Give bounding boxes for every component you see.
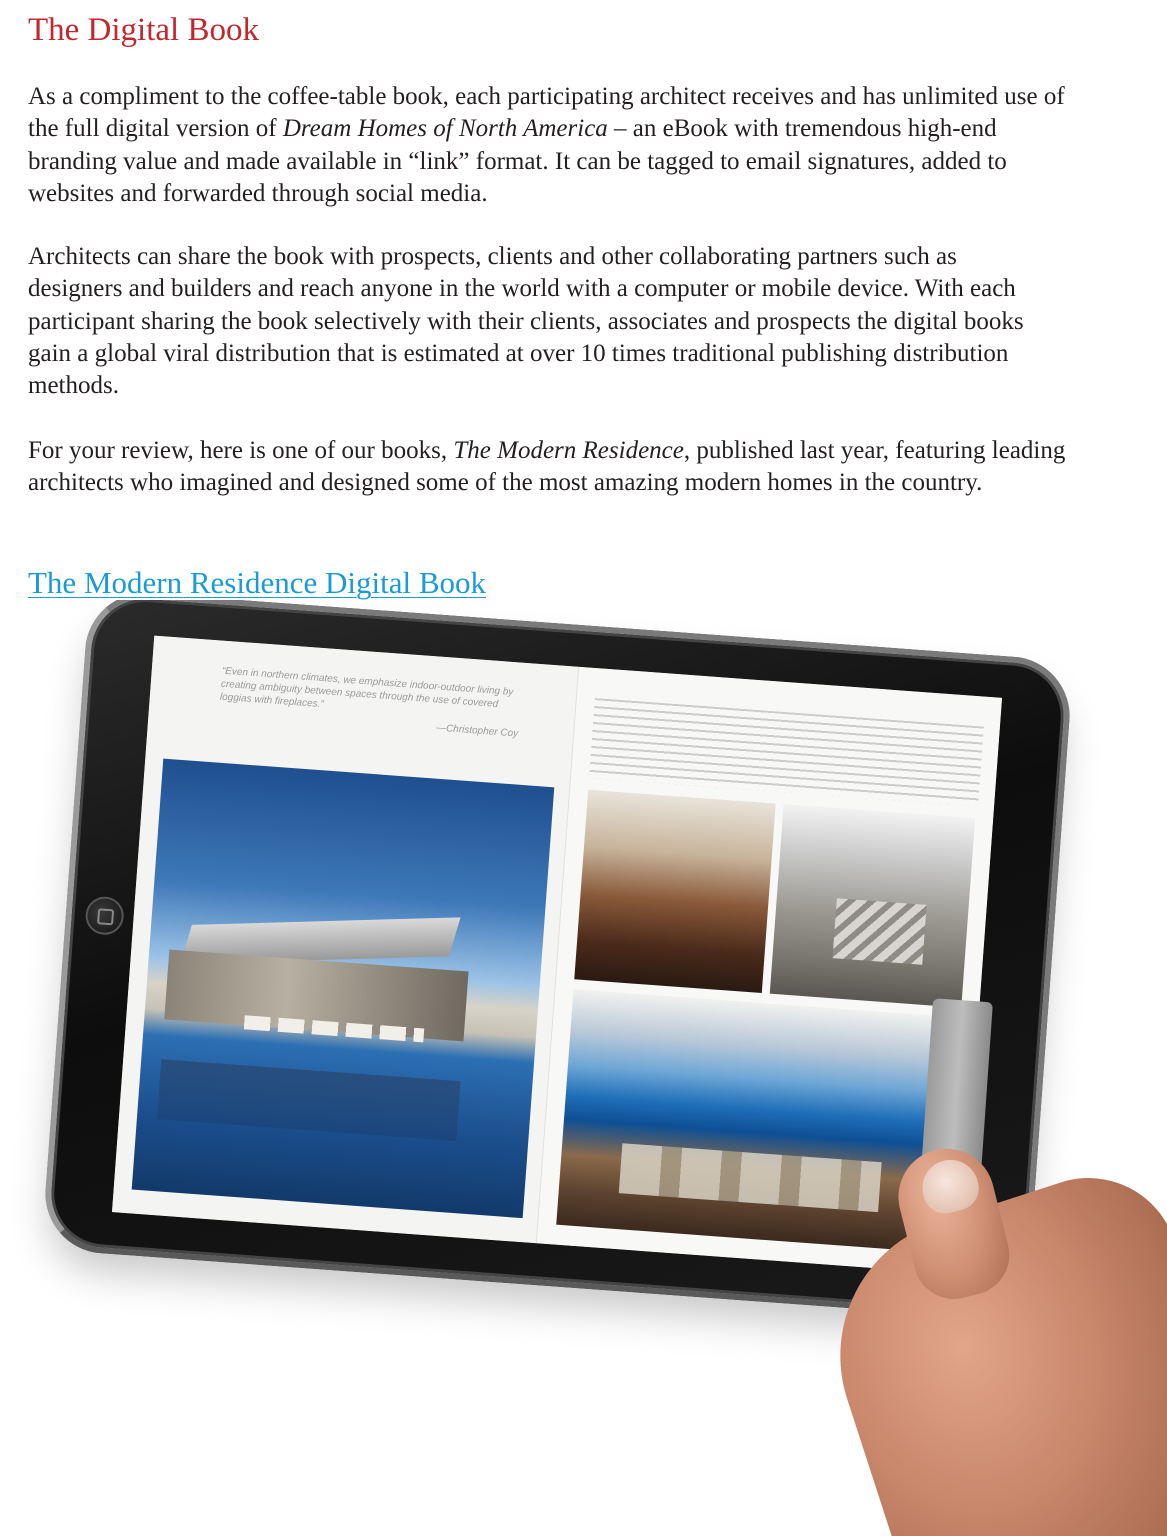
- page-title: The Digital Book: [28, 12, 259, 48]
- tablet-illustration: [0, 600, 1167, 1536]
- review-paragraph: [28, 435, 1068, 500]
- intro-paragraph: [28, 81, 1088, 210]
- book-title-modern-residence: The Modern Residence: [453, 437, 684, 464]
- sharing-paragraph: Architects can share the book with prospects, clients and other collaborating partners such as designers and builders and reach anyone in the world with a computer or mobile device. With each participant sharing the book selectively with their clients, associates and prospects the digital books gain a global viral distribution that is estimated at over 10 times traditional publishing distribution methods.: [28, 243, 1024, 400]
- review-text-start: For your review, here is one of our books,: [28, 437, 454, 464]
- review-text-end: , published last year, featuring leading architects who imagined and designed some of the most amazing modern homes in the country.: [28, 437, 1066, 497]
- modern-residence-book-link[interactable]: The Modern Residence Digital Book: [28, 565, 487, 600]
- book-left-page: [112, 636, 579, 1244]
- stone-stair-photo: [770, 804, 975, 1008]
- intro-text-start: As a compliment to the coffee-table book, each participating architect receives and has unlimited use of the full digital version of: [28, 83, 1065, 143]
- intro-text-end: – an eBook with tremendous high-end branding value and made available in “link” format. It can be tagged to email signatures, added to websites and forwarded through social media.: [28, 115, 1007, 207]
- pool-house-photo: [132, 759, 555, 1219]
- page-caption-text-block: [589, 698, 984, 806]
- photo-reflection: [157, 1059, 461, 1141]
- quote-author: —Christopher Coy: [435, 722, 519, 740]
- tablet-screen: [112, 636, 1002, 1275]
- quote-text: “Even in northern climates, we emphasize indoor-outdoor living by creating ambiguity between spaces through the use of covered loggias with fireplaces.”: [219, 665, 514, 711]
- page-quote: [218, 665, 521, 741]
- kitchen-photo: [574, 790, 775, 993]
- book-title-dream-homes: Dream Homes of North America: [282, 115, 608, 143]
